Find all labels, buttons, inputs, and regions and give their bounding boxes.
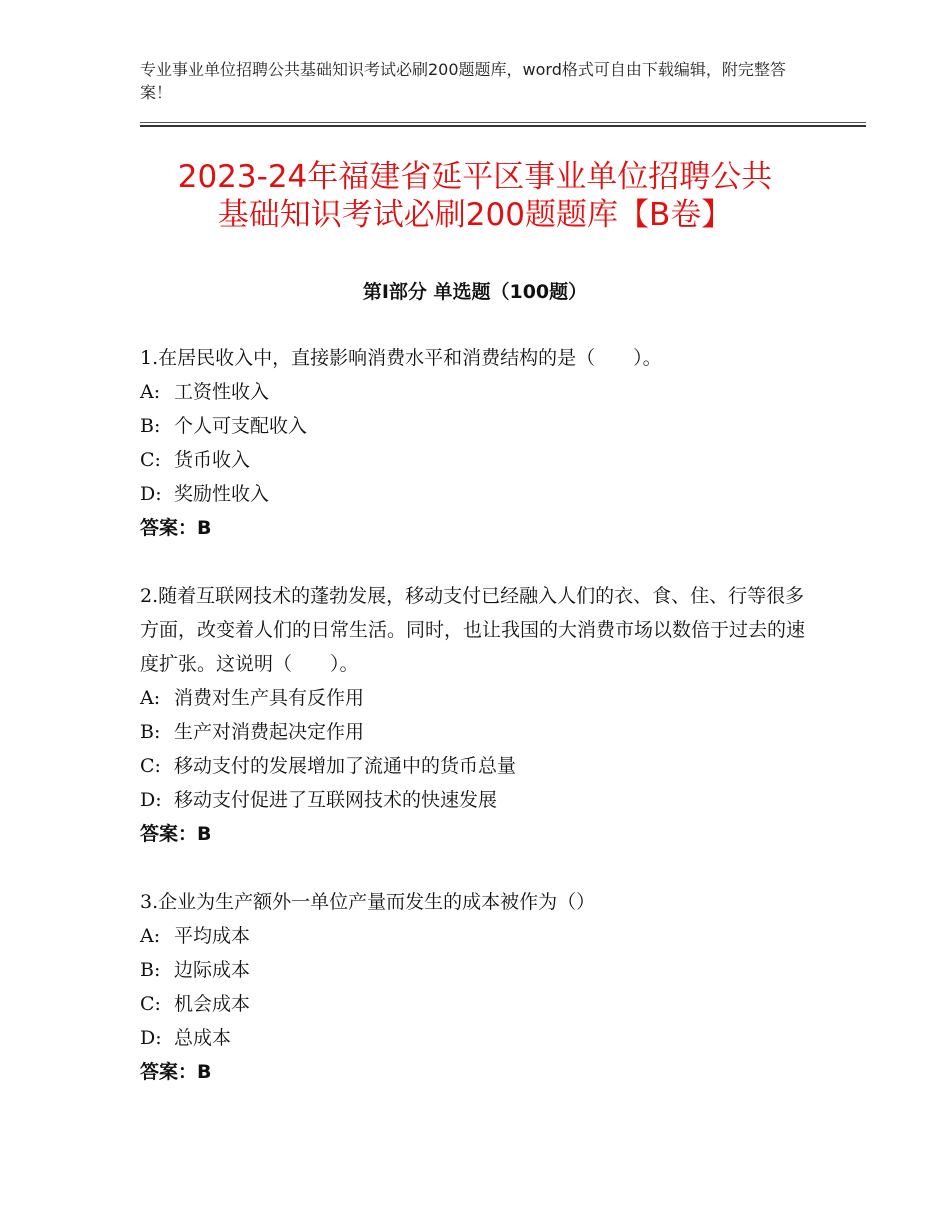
header-rule-thick: [140, 125, 866, 127]
answer-value: B: [197, 823, 212, 845]
option-key: C:: [140, 755, 161, 777]
option-key: B:: [140, 415, 161, 437]
question-2: [140, 579, 820, 851]
answer-line: [140, 511, 820, 545]
option-key: B:: [140, 721, 161, 743]
question-stem: 1.在居民收入中，直接影响消费水平和消费结构的是（ ）。: [140, 347, 662, 369]
option-text: 消费对生产具有反作用: [174, 687, 365, 709]
option-text: 工资性收入: [174, 381, 270, 403]
question-3: [140, 885, 820, 1089]
question-list: [140, 341, 820, 1089]
option-a: [140, 681, 820, 715]
header-note: 专业事业单位招聘公共基础知识考试必刷200题题库，word格式可自由下载编辑，附完整答案！: [140, 60, 786, 102]
option-key: A:: [140, 687, 161, 709]
option-text: 移动支付促进了互联网技术的快速发展: [174, 789, 498, 811]
option-text: 机会成本: [174, 993, 251, 1015]
question-stem: 3.企业为生产额外一单位产量而发生的成本被作为（）: [140, 891, 596, 913]
option-key: C:: [140, 993, 161, 1015]
option-text: 边际成本: [174, 959, 251, 981]
option-text: 移动支付的发展增加了流通中的货币总量: [174, 755, 517, 777]
option-b: [140, 715, 820, 749]
answer-value: B: [197, 1061, 212, 1083]
option-d: [140, 783, 820, 817]
option-key: A:: [140, 925, 161, 947]
question-1: [140, 341, 820, 545]
answer-label: 答案：: [140, 823, 198, 845]
header-rule-thin: [140, 122, 866, 123]
option-a: [140, 919, 820, 953]
option-text: 平均成本: [174, 925, 251, 947]
option-text: 生产对消费起决定作用: [174, 721, 365, 743]
answer-line: [140, 817, 820, 851]
option-d: [140, 477, 820, 511]
option-text: 奖励性收入: [174, 483, 270, 505]
answer-value: B: [197, 517, 212, 539]
answer-label: 答案：: [140, 517, 198, 539]
option-key: C:: [140, 449, 161, 471]
option-c: [140, 443, 820, 477]
question-spacer: [140, 851, 820, 885]
question-spacer: [140, 545, 820, 579]
option-d: [140, 1021, 820, 1055]
question-stem: 2.随着互联网技术的蓬勃发展，移动支付已经融入人们的衣、食、住、行等很多方面，改变着人们的日常生活。同时，也让我国的大消费市场以数倍于过去的速度扩张。这说明（ ）。: [140, 585, 806, 675]
option-text: 货币收入: [174, 449, 251, 471]
document-title: [140, 158, 810, 234]
title-line-1: 2023-24年福建省延平区事业单位招聘公共: [177, 159, 773, 195]
option-b: [140, 409, 820, 443]
option-key: B:: [140, 959, 161, 981]
option-key: D:: [140, 483, 162, 505]
section-title: 第Ⅰ部分 单选题（100题）: [362, 281, 588, 303]
answer-label: 答案：: [140, 1061, 198, 1083]
option-text: 总成本: [174, 1027, 232, 1049]
answer-line: [140, 1055, 820, 1089]
option-c: [140, 987, 820, 1021]
title-line-2: 基础知识考试必刷200题题库【B卷】: [217, 197, 733, 233]
option-key: A:: [140, 381, 161, 403]
option-text: 个人可支配收入: [174, 415, 308, 437]
option-b: [140, 953, 820, 987]
option-key: D:: [140, 1027, 162, 1049]
option-a: [140, 375, 820, 409]
option-c: [140, 749, 820, 783]
option-key: D:: [140, 789, 162, 811]
